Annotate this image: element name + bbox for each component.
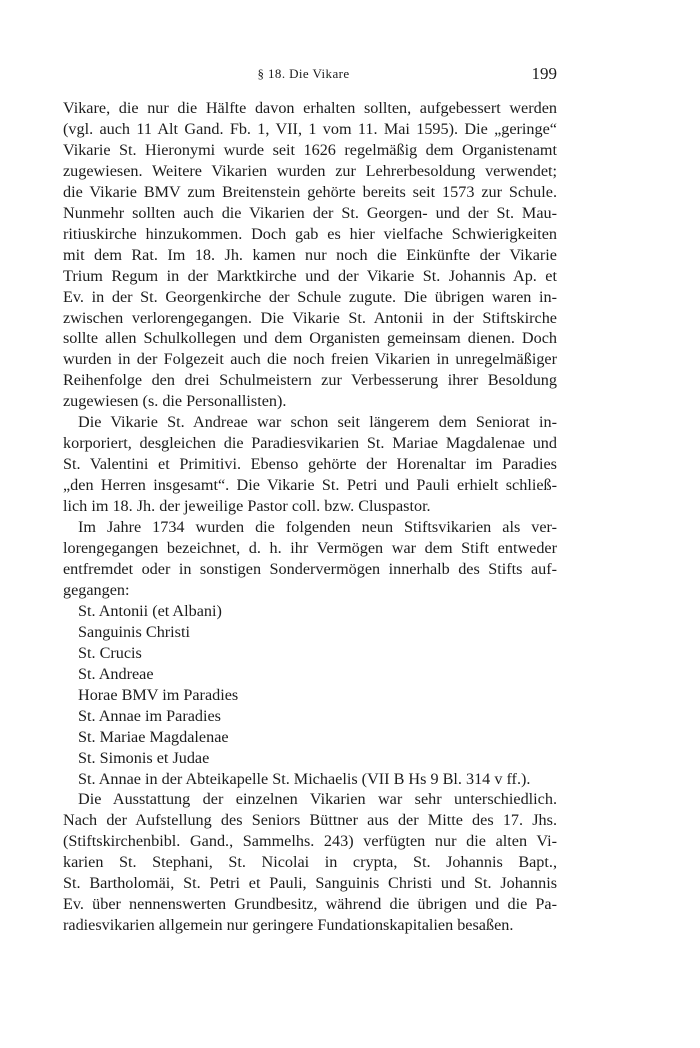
text-line: gegangen: <box>63 580 130 599</box>
text-line: korporiert, desgleichen die Paradiesvikarien St. Mariae Magdalenae und <box>63 434 557 453</box>
list-item: St. Annae im Paradies <box>78 706 221 725</box>
text-line: St. Bartholomäi, St. Petri et Pauli, Sanguinis Christi und St. Johannis <box>63 874 557 893</box>
text-line: wurden in der Folgezeit auch die noch freien Vikarien in unregelmäßiger <box>63 350 557 369</box>
text-line: Nach der Aufstellung des Seniors Büttner aus der Mitte des 17. Jhs. <box>63 811 557 830</box>
text-line: zwischen verlorengegangen. Die Vikarie St. Antonii in der Stiftskirche <box>63 308 557 327</box>
text-line: lich im 18. Jh. der jeweilige Pastor coll. bzw. Cluspastor. <box>63 497 431 516</box>
paragraph-1 <box>63 98 557 412</box>
list-item: St. Crucis <box>78 643 142 662</box>
text-line: lorengegangen bezeichnet, d. h. ihr Vermögen war dem Stift entweder <box>63 539 557 558</box>
text-line: Vikarie St. Hieronymi wurde seit 1626 regelmäßig dem Organistenamt <box>63 140 557 159</box>
text-line: Ev. in der St. Georgenkirche der Schule zugute. Die übrigen waren in- <box>63 287 557 306</box>
list-item: St. Antonii (et Albani) <box>78 601 222 620</box>
list-item: St. Simonis et Judae <box>78 748 210 767</box>
text-line: Nunmehr sollten auch die Vikarien der St. Georgen- und der St. Mau- <box>63 203 557 222</box>
text-line: St. Valentini et Primitivi. Ebenso gehörte der Horenaltar im Paradies <box>63 455 557 474</box>
text-line: Trium Regum in der Marktkirche und der Vikarie St. Johannis Ap. et <box>63 266 557 285</box>
list-item: St. Annae in der Abteikapelle St. Michaelis (VII B Hs 9 Bl. 314 v ff.). <box>78 769 531 788</box>
text-line: zugewiesen. Weitere Vikarien wurden zur Lehrerbesoldung verwendet; <box>63 161 557 180</box>
text-line: Vikare, die nur die Hälfte davon erhalten sollten, aufgebessert werden <box>63 99 557 117</box>
text-line: Die Ausstattung der einzelnen Vikarien war sehr unterschiedlich. <box>78 790 557 809</box>
list-item: Sanguinis Christi <box>78 622 190 641</box>
text-line: radiesvikarien allgemein nur geringere Fundationskapitalien besaßen. <box>63 916 514 935</box>
text-line: Die Vikarie St. Andreae war schon seit längerem dem Seniorat in- <box>78 413 557 432</box>
text-line: ritiuskirche hinzukommen. Doch gab es hier vielfache Schwierigkeiten <box>63 224 557 243</box>
paragraph-4 <box>63 789 557 936</box>
text-line: (vgl. auch 11 Alt Gand. Fb. 1, VII, 1 vom 11. Mai 1595). Die „geringe“ <box>63 119 557 138</box>
text-line: entfremdet oder in sonstigen Sondervermögen innerhalb des Stifts auf- <box>63 559 557 578</box>
text-line: Im Jahre 1734 wurden die folgenden neun Stiftsvikarien als ver- <box>78 518 557 537</box>
text-line: „den Herren insgesamt“. Die Vikarie St. Petri und Pauli erhielt schließ- <box>63 476 557 495</box>
list-item: St. Andreae <box>78 664 154 683</box>
list-item: St. Mariae Magdalenae <box>78 727 229 746</box>
paragraph-2 <box>63 412 557 517</box>
text-line: karien St. Stephani, St. Nicolai in crypta, St. Johannis Bapt., <box>63 853 557 872</box>
text-line: (Stiftskirchenbibl. Gand., Sammelhs. 243) verfügten nur die alten Vi- <box>63 832 557 851</box>
paragraph-3 <box>63 517 557 601</box>
text-line: Reihenfolge den drei Schulmeistern zur Verbesserung ihrer Besoldung <box>63 371 557 390</box>
text-line: sollte allen Schulkollegen und dem Organisten gemeinsam dienen. Doch <box>63 329 557 348</box>
running-header-title: § 18. Die Vikare <box>257 66 350 81</box>
text-line: Ev. über nennenswerten Grundbesitz, während die übrigen und die Pa- <box>63 895 557 914</box>
list-item: Horae BMV im Paradies <box>78 685 239 704</box>
body-text <box>63 98 557 936</box>
vikarien-list <box>63 601 557 790</box>
text-line: die Vikarie BMV zum Breitenstein gehörte bereits seit 1573 zur Schule. <box>63 182 557 201</box>
page-number: 199 <box>531 64 557 83</box>
text-line: mit dem Rat. Im 18. Jh. kamen nur noch die Einkünfte der Vikarie <box>63 245 557 264</box>
text-line: zugewiesen (s. die Personallisten). <box>63 392 287 411</box>
